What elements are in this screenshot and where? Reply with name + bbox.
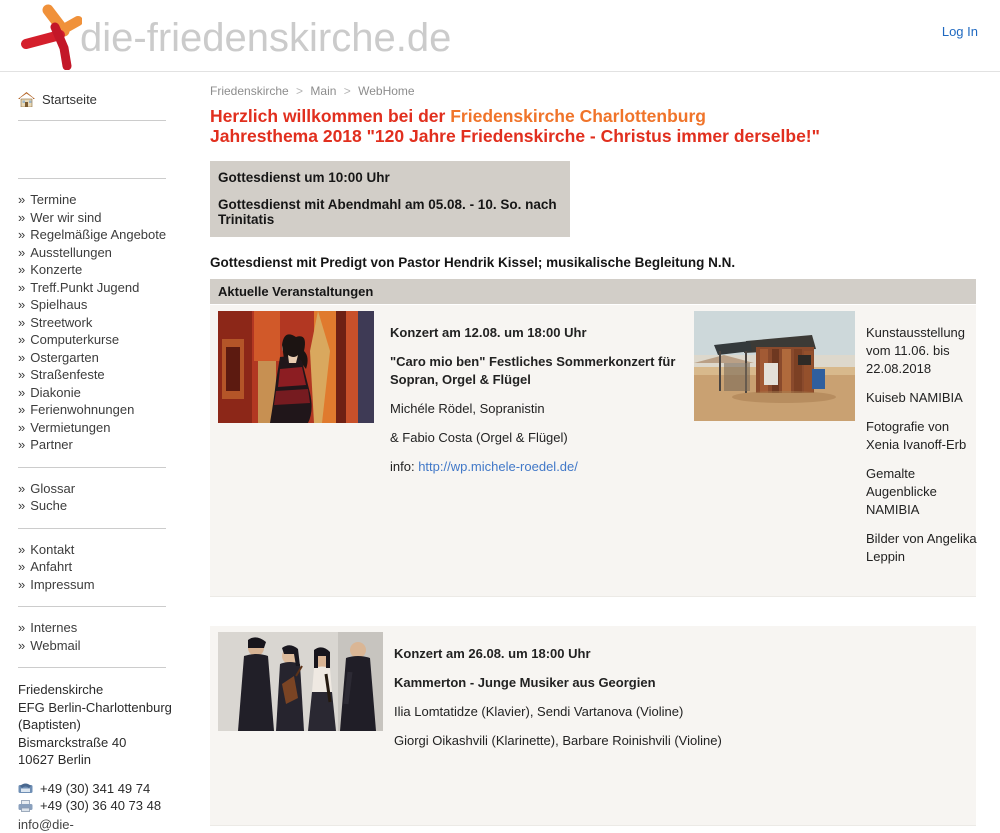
- info-label: info:: [390, 459, 418, 474]
- event1-subtitle: "Caro mio ben" Festliches Sommerkonzert für Sopran, Orgel & Flügel: [390, 353, 694, 389]
- event-row: [210, 626, 976, 826]
- event-row: [210, 305, 976, 597]
- sidebar-item-partner[interactable]: [18, 436, 196, 454]
- sidebar-item-streetwork[interactable]: [18, 314, 196, 332]
- phone-number: +49 (30) 341 49 74: [40, 780, 150, 798]
- sidebar-section-main: [18, 191, 196, 454]
- breadcrumb: [210, 84, 976, 98]
- sidebar-item-ferienwohnungen[interactable]: [18, 401, 196, 419]
- sidebar-item-kontakt[interactable]: [18, 541, 196, 559]
- bullet: »: [18, 420, 25, 435]
- sidebar-item-termine[interactable]: [18, 191, 196, 209]
- event1-performer2: & Fabio Costa (Orgel & Flügel): [390, 429, 694, 447]
- contact-phone-row: [18, 780, 196, 798]
- site-title: die-friedenskirche.de: [80, 16, 451, 61]
- event2-text-cell: [394, 632, 794, 815]
- sidebar-item-label: Streetwork: [30, 315, 92, 330]
- bullet: »: [18, 245, 25, 260]
- sidebar-empty-section: [18, 133, 196, 165]
- sidebar-item-diakonie[interactable]: [18, 384, 196, 402]
- contact-org2: (Baptisten): [18, 716, 196, 734]
- exhibition-text-cell: [866, 311, 978, 586]
- event1-info-line: [390, 458, 694, 476]
- contact-name: Friedenskirche: [18, 681, 196, 699]
- event1-text-cell: [390, 311, 694, 586]
- main-content: [210, 84, 976, 826]
- exhibition-namibia-image: [694, 311, 855, 421]
- bullet: »: [18, 192, 25, 207]
- login-link[interactable]: Log In: [942, 24, 978, 39]
- sidebar-section-tools: [18, 480, 196, 515]
- sidebar-divider: [18, 467, 166, 468]
- bullet: »: [18, 350, 25, 365]
- sidebar-item-label: Webmail: [30, 638, 80, 653]
- exhibition-image-cell: [694, 311, 866, 586]
- bullet: »: [18, 498, 25, 513]
- sidebar-item-label: Vermietungen: [30, 420, 110, 435]
- breadcrumb-separator: >: [296, 84, 303, 98]
- sidebar-section-internal: [18, 619, 196, 654]
- sidebar-item-label: Internes: [30, 620, 77, 635]
- bullet: »: [18, 559, 25, 574]
- fax-icon: [18, 800, 33, 812]
- bullet: »: [18, 280, 25, 295]
- sidebar-item-strassenfeste[interactable]: [18, 366, 196, 384]
- event1-performer1: Michéle Rödel, Sopranistin: [390, 400, 694, 418]
- fax-number: +49 (30) 36 40 73 48: [40, 797, 161, 815]
- event2-image-cell: [218, 632, 394, 815]
- contact-fax-row: [18, 797, 196, 815]
- bullet: »: [18, 542, 25, 557]
- sidebar-item-glossar[interactable]: [18, 480, 196, 498]
- bullet: »: [18, 227, 25, 242]
- contact-email[interactable]: info@die-: [18, 816, 196, 833]
- title-orange-part: Friedenskirche Charlottenburg: [450, 106, 706, 126]
- contact-street: Bismarckstraße 40: [18, 734, 196, 752]
- bullet: »: [18, 332, 25, 347]
- sidebar-divider: [18, 178, 166, 179]
- title-red-part: Herzlich willkommen bei der: [210, 106, 450, 126]
- breadcrumb-separator: >: [344, 84, 351, 98]
- event2-performer1: Ilia Lomtatidze (Klavier), Sendi Vartanova (Violine): [394, 703, 794, 721]
- sidebar-divider: [18, 120, 166, 121]
- sidebar-item-suche[interactable]: [18, 497, 196, 515]
- sidebar-item-label: Treff.Punkt Jugend: [30, 280, 139, 295]
- telephone-icon: [18, 782, 33, 794]
- exhibition-title: Kuiseb NAMIBIA: [866, 389, 978, 407]
- bullet: »: [18, 620, 25, 635]
- sidebar-item-impressum[interactable]: [18, 576, 196, 594]
- sidebar-item-regelmaessige-angebote[interactable]: [18, 226, 196, 244]
- page-title: [210, 107, 976, 146]
- sidebar-item-treffpunkt-jugend[interactable]: [18, 279, 196, 297]
- exhibition-painter: Bilder von Angelika Leppin: [866, 530, 978, 566]
- sidebar-item-label: Ferienwohnungen: [30, 402, 134, 417]
- sidebar-item-label: Konzerte: [30, 262, 82, 277]
- bullet: »: [18, 402, 25, 417]
- sidebar-item-label: Spielhaus: [30, 297, 87, 312]
- service-notice-box: [210, 161, 570, 237]
- sidebar-item-label: Ausstellungen: [30, 245, 112, 260]
- sidebar-item-wer-wir-sind[interactable]: [18, 209, 196, 227]
- service-communion: Gottesdienst mit Abendmahl am 05.08. - 10. So. nach Trinitatis: [218, 197, 560, 227]
- sidebar-item-internes[interactable]: [18, 619, 196, 637]
- event1-title: Konzert am 12.08. um 18:00 Uhr: [390, 324, 694, 342]
- sidebar-item-konzerte[interactable]: [18, 261, 196, 279]
- sidebar-item-label: Suche: [30, 498, 67, 513]
- breadcrumb-webhome[interactable]: WebHome: [358, 84, 414, 98]
- bullet: »: [18, 367, 25, 382]
- exhibition-dates: Kunstausstellung vom 11.06. bis 22.08.2018: [866, 324, 978, 378]
- breadcrumb-friedenskirche[interactable]: Friedenskirche: [210, 84, 289, 98]
- sidebar-item-label: Startseite: [42, 92, 97, 107]
- contact-city: 10627 Berlin: [18, 751, 196, 769]
- bullet: »: [18, 481, 25, 496]
- event2-subtitle: Kammerton - Junge Musiker aus Georgien: [394, 674, 794, 692]
- sidebar-item-label: Computerkurse: [30, 332, 119, 347]
- church-logo-cross-icon[interactable]: [18, 4, 82, 70]
- sidebar-divider: [18, 667, 166, 668]
- breadcrumb-main[interactable]: Main: [310, 84, 336, 98]
- event2-musicians-image: [218, 632, 383, 731]
- event2-performer2: Giorgi Oikashvili (Klarinette), Barbare Roinishvili (Violine): [394, 732, 794, 750]
- bullet: »: [18, 437, 25, 452]
- bullet: »: [18, 262, 25, 277]
- bullet: »: [18, 385, 25, 400]
- event2-title: Konzert am 26.08. um 18:00 Uhr: [394, 645, 794, 663]
- sidebar-divider: [18, 528, 166, 529]
- sidebar-item-label: Glossar: [30, 481, 75, 496]
- sidebar-item-vermietungen[interactable]: [18, 419, 196, 437]
- sidebar-item-label: Regelmäßige Angebote: [30, 227, 166, 242]
- service-time: Gottesdienst um 10:00 Uhr: [218, 170, 560, 185]
- page-header: [0, 0, 1000, 72]
- sidebar-item-webmail[interactable]: [18, 637, 196, 655]
- event1-image-cell: [218, 311, 390, 586]
- sidebar-item-label: Anfahrt: [30, 559, 72, 574]
- sidebar-item-spielhaus[interactable]: [18, 296, 196, 314]
- sidebar-section-info: [18, 541, 196, 594]
- events-section-header: Aktuelle Veranstaltungen: [210, 279, 976, 304]
- sidebar-item-label: Wer wir sind: [30, 210, 101, 225]
- contact-block: [18, 681, 196, 833]
- sidebar-item-computerkurse[interactable]: [18, 331, 196, 349]
- bullet: »: [18, 638, 25, 653]
- contact-org: EFG Berlin-Charlottenburg: [18, 699, 196, 717]
- bullet: »: [18, 297, 25, 312]
- event1-concert-image: [218, 311, 374, 423]
- sidebar-item-label: Straßenfeste: [30, 367, 104, 382]
- sidebar: [0, 72, 196, 833]
- page-title-line1: [210, 107, 976, 127]
- sidebar-item-label: Impressum: [30, 577, 94, 592]
- service-note: Gottesdienst mit Predigt von Pastor Hendrik Kissel; musikalische Begleitung N.N.: [210, 255, 976, 270]
- sidebar-item-ostergarten[interactable]: [18, 349, 196, 367]
- event1-info-link[interactable]: http://wp.michele-roedel.de/: [418, 459, 578, 474]
- sidebar-divider: [18, 606, 166, 607]
- sidebar-item-label: Ostergarten: [30, 350, 99, 365]
- sidebar-item-startseite[interactable]: [18, 92, 196, 107]
- home-icon: [18, 92, 35, 107]
- sidebar-item-label: Partner: [30, 437, 73, 452]
- sidebar-item-label: Termine: [30, 192, 76, 207]
- bullet: »: [18, 577, 25, 592]
- bullet: »: [18, 315, 25, 330]
- sidebar-item-anfahrt[interactable]: [18, 558, 196, 576]
- sidebar-item-label: Kontakt: [30, 542, 74, 557]
- page-title-line2: Jahresthema 2018 "120 Jahre Friedenskirche - Christus immer derselbe!": [210, 127, 976, 147]
- exhibition-paintings-title: Gemalte Augenblicke NAMIBIA: [866, 465, 978, 519]
- sidebar-item-label: Diakonie: [30, 385, 81, 400]
- exhibition-photographer: Fotografie von Xenia Ivanoff-Erb: [866, 418, 978, 454]
- bullet: »: [18, 210, 25, 225]
- sidebar-item-ausstellungen[interactable]: [18, 244, 196, 262]
